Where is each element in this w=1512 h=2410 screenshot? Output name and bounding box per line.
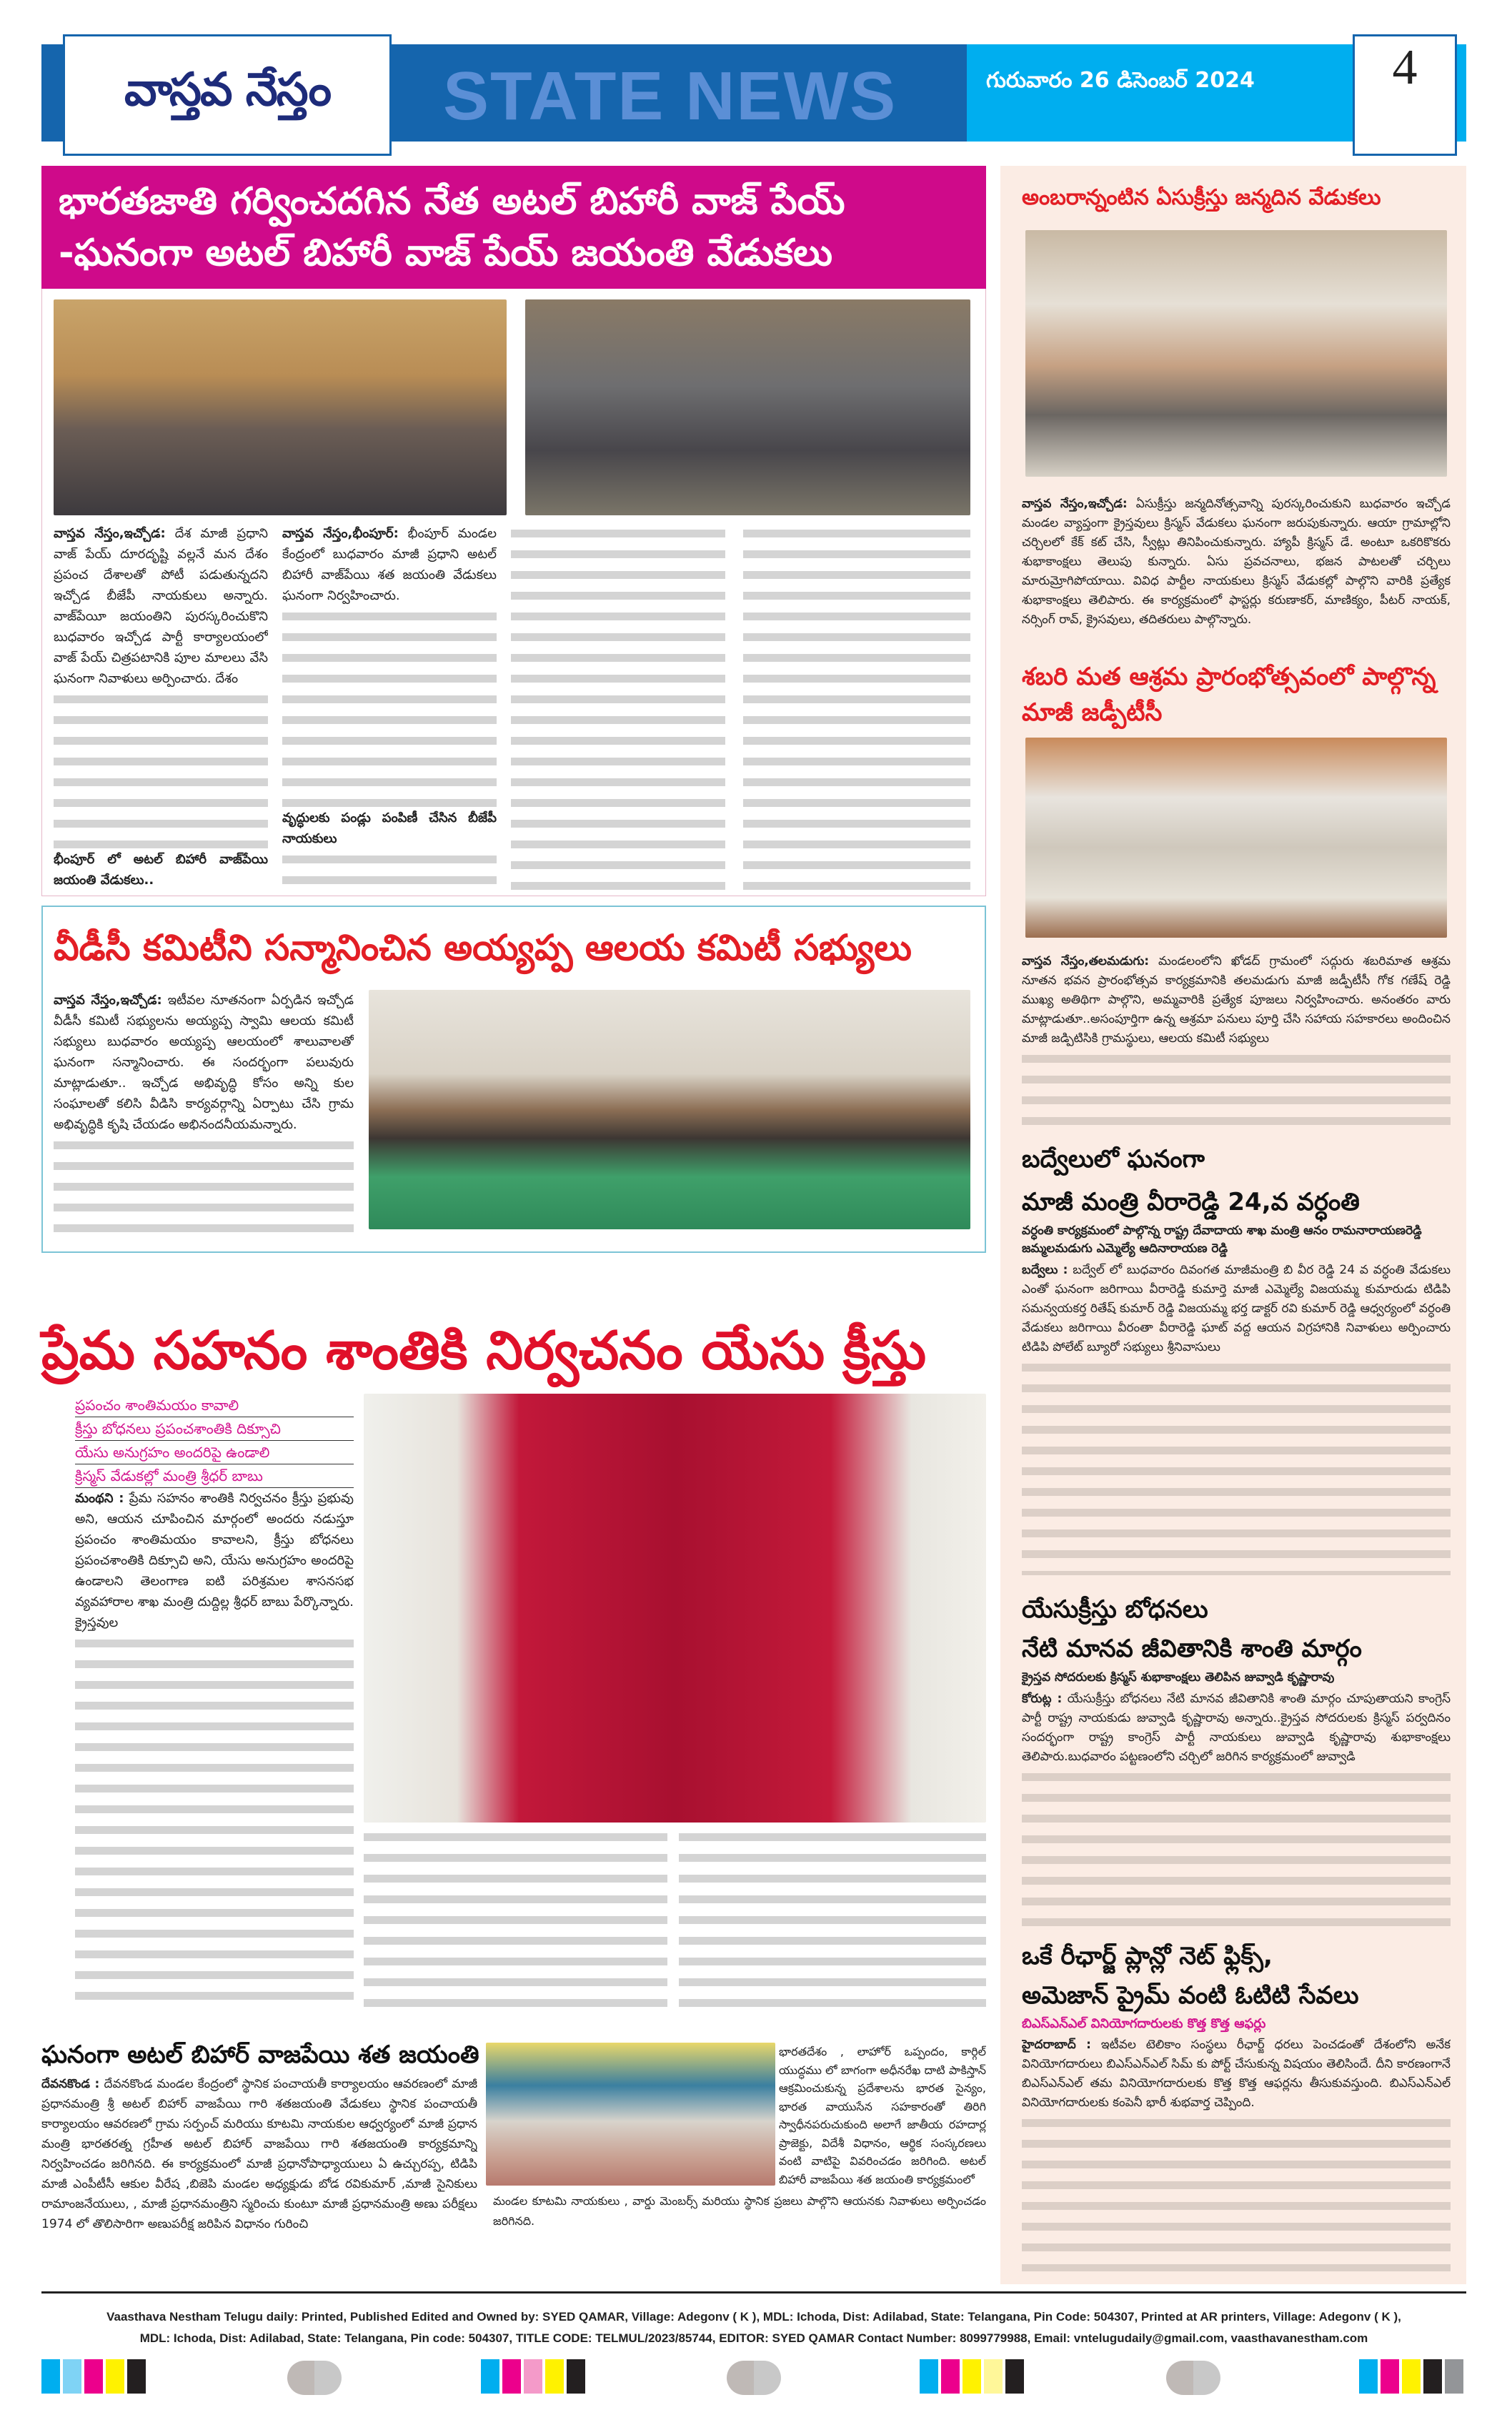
article-text: మండలంలోని ఖోడద్ గ్రామంలో సద్గురు శబరిమాత ఆశ్రమ నూతన భవన ప్రారంభోత్సవ కార్యక్రమానికి తలమడుగు మాజీ జడ్పీటీసీ గోక గణేష్ రెడ్డి ముఖ్య అతిథిగా పాల్గొని, అమ్మవారికి ప్రత్యేక పూజలు నిర్వహించారు. అనంతరం వారు మాట్లాడుతూ..అసంపూర్తిగా ఉన్న ఆశ్రమా పనులు పూర్తి చేసి సహాయ సహకారలు అందించిన మాజీ జడ్పిటిసికి గ్రామస్థులు, ఆలయ కమిటీ సభ్యులు xyxy=(1022,954,1451,1046)
color-bar-group xyxy=(1359,2359,1466,2396)
atal-headline: ఘనంగా అటల్ బిహార్ వాజపేయి శత జయంతి xyxy=(41,2040,479,2069)
kicker: క్రీస్తు బోధనలు ప్రపంచశాంతికి దిక్సూచి xyxy=(75,1417,354,1441)
subheading: వృద్ధులకు పండ్లు పంపిణీ చేసిన బీజేపీ నాయకులు xyxy=(282,810,497,846)
article-text: దేవనకొండ మండల కేంద్రంలో స్థానిక పంచాయతీ కార్యాలయం ఆవరణంలో మాజీ ప్రధానమంత్రి శ్రీ అటల్ బిహార్ వాజపేయి గారి శతజయంతి వేడుకలు స్థానిక పంచాయతీ కార్యాలయం ఆవరణలో గ్రామ సర్పంచ్ మరియు కూటమి నాయకుల ఆధ్వర్యంలో మాజీ ప్రధాన మంత్రి భారతరత్న గ్రహీత అటల్ బిహార్ వాజపేయి గారి శతజయంతి కార్యక్రమాన్ని నిర్వహించడం జరిగినది. ఈ కార్యక్రమంలో మాజీ ప్రధానోపాధ్యాయులు ఏ ఉచ్చురప్ప, టిడిపి మాజీ ఎంపీటీసీ ఆకుల వీరేష ,బిజెపి మండల అధ్యక్షుడు బోడ రవికుమార్ ,మాజీ సైనికులు రామాంజనేయులు, , మాజీ ప్రధానమంత్రిని స్మరించు కుంటూ మాజీ ప్రధానమంత్రి అణు పరీక్షలు 1974 లో తొలిసారిగా అణుపరీక్ష జరిపిన విధానం గురించి xyxy=(41,2077,477,2231)
article-text: భీంపూర్ మండల కేంద్రంలో బుధవారం మాజీ ప్రధాని అటల్ బిహారీ వాజ్‌పేయి శత జయంతి వేడుకలు ఘనంగా నిర్వహించారు. xyxy=(282,526,497,603)
text-continuation xyxy=(54,1135,354,1236)
sabari-article-text xyxy=(1022,952,1451,1131)
lead-column-1 xyxy=(54,523,268,891)
registration-mark xyxy=(287,2361,342,2395)
dateline: వాస్తవ నేస్తం,ఇచ్చోడ: xyxy=(1022,497,1128,511)
article-text: యేసుక్రీస్తు బోధనలు నేటి మానవ జీవితానికి శాంతి మార్గం చూపుతాయని కాంగ్రెస్ పార్టీ రాష్ట్ర నాయకుడు జువ్వాడి కృష్ణారావు అన్నారు..క్రైస్తవ సోదరులకు క్రిస్మస్ పర్వదినం సందర్భంగా రాష్ట్ర కాంగ్రెస్ పార్టీ నాయకులు జువ్వాడి కృష్ణారావు శుభాకాంక్షలు తెలిపారు.బుధవారం పట్టణంలోని చర్చిలో జరిగిన కార్యక్రమంలో జువ్వాడి xyxy=(1022,1692,1451,1764)
photo-bhimpur-event xyxy=(525,299,970,515)
prema-article-text xyxy=(75,1394,354,2013)
right-column-panel xyxy=(1000,166,1466,2284)
text-continuation xyxy=(1022,1048,1451,1131)
dateline: వాస్తవ నేస్తం,భీంపూర్: xyxy=(282,526,399,541)
yesu-subheading: క్రైస్తవ సోదరులకు క్రిస్మస్ శుభాకాంక్షలు తెలిపిన జువ్వాడి కృష్ణారావు xyxy=(1022,1670,1335,1685)
lead-headline-line-2: -ఘనంగా అటల్ బిహారీ వాజ్ పేయ్ జయంతి వేడుకలు xyxy=(59,232,832,274)
atal-article-bottom xyxy=(493,2191,986,2234)
lead-headline-box xyxy=(41,166,986,289)
dateline: మంథని : xyxy=(75,1491,124,1506)
sabari-headline: శబరి మత ఆశ్రమ ప్రారంభోత్సవంలో పాల్గొన్న మాజీ జడ్పీటీసీ xyxy=(1022,663,1436,727)
registration-mark xyxy=(727,2361,781,2395)
registration-mark xyxy=(1166,2361,1220,2395)
text-continuation xyxy=(743,523,970,891)
kicker: క్రిస్మస్ వేడుకల్లో మంత్రి శ్రీధర్ బాబు xyxy=(75,1464,354,1488)
page-number: 4 xyxy=(1353,34,1457,156)
newspaper-logo: వాస్తవ నేస్తం xyxy=(63,34,392,156)
dateline: వాస్తవ నేస్తం,తలమడుగు: xyxy=(1022,954,1150,968)
yesu-headline-2: నేటి మానవ జీవితానికి శాంతి మార్గం xyxy=(1022,1635,1362,1663)
text-continuation xyxy=(282,849,497,891)
veerareddy-article-text xyxy=(1022,1261,1451,1575)
text-continuation xyxy=(1022,1357,1451,1575)
dateline: వాస్తవ నేస్తం,ఇచ్చోడ: xyxy=(54,993,162,1008)
text-continuation xyxy=(679,1827,986,2013)
imprint-line-2: MDL: Ichoda, Dist: Adilabad, State: Telangana, Pin code: 504307, TITLE CODE: TELMUL/2023/85744, EDITOR: SYED QAMAR Contact Number: 8099779988, Email: vntelugudaily@gmail.com, vaasthavanestham.com xyxy=(139,2331,1368,2345)
section-title: STATE NEWS xyxy=(443,58,897,134)
imprint-line-1: Vaasthava Nestham Telugu daily: Printed, Published Edited and Owned by: SYED QAMAR, Village: Adegonv ( K ), MDL: Ichoda, Dist: Adilabad, State: Telangana, Pin Code: 504307, Printed at AR printers, Village: Adegonv ( K ), xyxy=(106,2310,1401,2324)
atal-article-right xyxy=(779,2043,986,2189)
article-text: ఇటీవల నూతనంగా ఏర్పడిన ఇచ్చోడ వీడీసీ కమిటీ సభ్యులను అయ్యప్ప స్వామి ఆలయ కమిటీ సభ్యులు బుధవారం అయ్యప్ప ఆలయంలో శాలువాలతో ఘనంగా సన్మానించారు. ఈ సందర్భంగా పలువురు మాట్లాడుతూ.. ఇచ్చోడ అభివృద్ధి కోసం అన్ని కుల సంఘాలతో కలిసి వీడిసి కార్యవర్గాన్ని ఏర్పాటు చేసి గ్రామ అభివృద్ధికి కృషి చేయడం అభినందనీయమన్నారు. xyxy=(54,993,354,1132)
yesu-headline-1: యేసుక్రీస్తు బోధనలు xyxy=(1022,1595,1208,1624)
vdc-article-text xyxy=(54,990,354,1236)
photo-vdc-felicitation xyxy=(369,990,970,1229)
subheading: భీంపూర్ లో అటల్ బిహారీ వాజ్‌పేయి జయంతి వేడుకలు.. xyxy=(54,852,268,888)
text-continuation xyxy=(1022,1767,1451,1933)
prema-column-2 xyxy=(364,1827,667,2013)
photo-sabari-ashram xyxy=(1025,738,1447,938)
lead-column-2 xyxy=(282,523,497,891)
christmas-headline: అంబరాన్నంటిన ఏసుక్రీస్తు జన్మదిన వేడుకలు xyxy=(1022,185,1381,210)
dateline: కోరుట్ల : xyxy=(1022,1692,1063,1706)
dateline: హైదరాబాద్ : xyxy=(1022,2038,1091,2052)
veerareddy-headline-1: బద్వేలులో ఘనంగా xyxy=(1022,1145,1205,1174)
article-text: బద్వేల్ లో బుధవారం దివంగత మాజీమంత్రి బి వీర రెడ్డి 24 వ వర్ధంతి వేడుకలు ఎంతో ఘనంగా జరిగాయి వీరారెడ్డి కుమార్తె మాజీ ఎమ్మెల్యే విజయమ్మ కుమారుడు టిడిపి సమన్వయకర్త రితేష్ కుమార్ రెడ్డి విజయమ్మ భర్త డాక్టర్ రవి కుమార్ రెడ్డి ఆధ్వర్యంలో వర్ధంతి వేడుకలు జరిగాయి వీరంతా వీరారెడ్డి ఘాట్ వద్ద ఆయన విగ్రహానికి నివాళులు అర్పించారు టిడిపి పోలేట్ బ్యూరో సభ్యులు శ్రీనివాసులు xyxy=(1022,1263,1451,1354)
dateline: దేవనకొండ : xyxy=(41,2077,100,2091)
text-continuation xyxy=(511,523,725,891)
photo-christmas-minister-sridhar-babu xyxy=(364,1394,986,1823)
footer-rule xyxy=(41,2291,1466,2294)
prema-headline: ప్రేమ సహనం శాంతికి నిర్వచనం యేసు క్రీస్తు xyxy=(41,1320,927,1382)
print-color-bars xyxy=(41,2360,1466,2396)
dateline: వాస్తవ నేస్తం,ఇచ్చోడ: xyxy=(54,526,166,541)
kicker: ప్రపంచం శాంతిమయం కావాలి xyxy=(75,1394,354,1417)
prema-column-3 xyxy=(679,1827,986,2013)
vdc-headline: వీడీసీ కమిటీని సన్మానించిన అయ్యప్ప ఆలయ కమిటీ సభ్యులు xyxy=(54,927,912,968)
article-text: దేశ మాజీ ప్రధాని వాజ్ పేయ్ దూరదృష్టి వల్లనే మన దేశం ప్రపంచ దేశాలతో పోటీ పడుతున్నదని ఇచ్చోడ బీజేపీ నాయకులు అన్నారు. వాజ్‌పేయీ జయంతిని పురస్కరించుకొని బుధవారం ఇచ్చోడ పార్టీ కార్యాలయంలో వాజ్ పేయ్ చిత్రపటానికి పూల మాలలు వేసి ఘనంగా నివాళులు అర్పించారు. దేశం xyxy=(54,526,268,686)
text-continuation xyxy=(75,1633,354,2013)
article-text: ఇటీవల టెలికాం సంస్థలు రీఛార్జ్ ధరలు పెంచడంతో దేశంలోని అనేక వినియోగదారులు బిఎస్ఎన్ఎల్ సిమ్ కు పోర్ట్ చేసుకున్న విషయం తెలిసిందే. దీని కారణంగానే బిఎస్ఎన్ఎల్ తమ వినియోగదారులకు కొత్త కొత్త ఆఫర్లను తీసుకువస్తుంది. బిఎస్ఎన్ఎల్ వినియోగదారులకు కంపెనీ భారీ శుభవార్త చెప్పింది. xyxy=(1022,2038,1451,2110)
text-continuation xyxy=(54,689,268,849)
atal-article-text xyxy=(41,2074,477,2274)
photo-bjp-leaders-ichoda xyxy=(54,299,507,515)
article-text: భారతదేశం , లాహోర్ ఒప్పందం, కార్గిల్ యుద్ధము లో బాగంగా అధీనరేఖ దాటి పాకిస్తాన్ ఆక్రమించుకున్న ప్రదేశాలను భారత సైన్యం, భారత వాయుసేన సహకారంతో తిరిగి స్వాధీనపరుచుకుంది అలాగే జాతీయ రహదార్ల ప్రాజెక్టు, విదేశీ విధానం, ఆర్థిక సంస్కరణలు వంటి వాటిపై వివరించడం జరిగింది. అటల్ బిహారీ వాజపేయి శత జయంతి కార్యక్రమంలో xyxy=(779,2045,986,2186)
yesu-article-text xyxy=(1022,1690,1451,1933)
veerareddy-headline-2: మాజీ మంత్రి వీరారెడ్డి 24,వ వర్ధంతి xyxy=(1022,1188,1360,1216)
issue-date: గురువారం 26 డిసెంబర్ 2024 xyxy=(986,68,1255,93)
photo-christmas-celebration xyxy=(1025,230,1447,477)
text-continuation xyxy=(1022,2113,1451,2271)
article-text: ఏసుక్రీస్తు జన్మదినోత్సవాన్ని పురస్కరించుకుని బుధవారం ఇచ్చోడ మండల వ్యాప్తంగా క్రైస్తవులు క్రిస్మస్ వేడుకలు ఘనంగా జరుపుకున్నారు. ఆయా గ్రామాల్లోని చర్చిలలో కేక్ కట్ చేసి, స్వీట్లు తినిపించుకున్నారు. హ్యాపీ క్రిస్మస్ డే. అంటూ ఒకరికొకరు శుభాకాంక్షలు తెలుపు కున్నారు. ఏసు ప్రవచనాలు, భజన పాటలతో చర్చిలు మారుమ్రోగిపోయాయి. వివిధ పార్టీల నాయకులు క్రిస్మస్ వేడుకల్లో పాల్గొని వారికి ప్రత్యేక శుభాకాంక్షలు తెలిపారు. ఈ కార్యక్రమంలో ఫాస్టర్లు కరుణాకర్, మాణిక్యం, పీటర్ నాయక్, నర్సింగ్ రావ్, క్రైసవులు, తదితరులు పాల్గొన్నారు. xyxy=(1022,497,1451,627)
text-continuation xyxy=(282,606,497,808)
ott-subheading: బిఎస్ఎన్ఎల్ వినియోగదారులకు కొత్త కొత్త ఆఫర్లు xyxy=(1022,2016,1266,2031)
lead-column-4 xyxy=(743,523,970,891)
text-continuation xyxy=(364,1827,667,2013)
ott-headline-1: ఒకే రీఛార్జ్ ప్లాన్లో నెట్ ఫ్లిక్స్, xyxy=(1022,1942,1273,1970)
color-bar-group xyxy=(41,2359,149,2396)
color-bar-group xyxy=(920,2359,1027,2396)
veerareddy-subheading: వర్ధంతి కార్యక్రమంలో పాల్గొన్న రాష్ట్ర దేవాదాయ శాఖ మంత్రి ఆనం రామనారాయణరెడ్డి జమ్మలమడుగు ఎమ్మెల్యే ఆదినారాయణ రెడ్డి xyxy=(1022,1224,1422,1256)
lead-headline-line-1: భారతజాతి గర్వించదగిన నేత అటల్ బిహారీ వాజ్ పేయ్ xyxy=(59,180,845,223)
lead-column-3 xyxy=(511,523,725,891)
article-text: ప్రేమ సహనం శాంతికి నిర్వచనం క్రీస్తు ప్రభువు అని, ఆయన చూపించిన మార్గంలో అందరు నడుస్తూ ప్రపంచం శాంతిమయం కావాలని, క్రీస్తు బోధనలు ప్రపంచశాంతికి దిక్సూచి అని, యేసు అనుగ్రహం అందరిపై ఉండాలని తెలంగాణ ఐటి పరిశ్రమల శాసనసభ వ్యవహారాల శాఖ మంత్రి దుద్దిల్ల శ్రీధర్ బాబు పేర్కొన్నారు. క్రైస్తవుల xyxy=(75,1491,354,1630)
dateline: బద్వేలు : xyxy=(1022,1263,1068,1277)
ott-article-text xyxy=(1022,2035,1451,2271)
kicker: యేసు అనుగ్రహం అందరిపై ఉండాలి xyxy=(75,1441,354,1464)
article-text: మండల కూటమి నాయకులు , వార్డు మెంబర్స్ మరియు స్థానిక ప్రజలు పాల్గొని ఆయనకు నివాళులు అర్పించడం జరిగినది. xyxy=(493,2194,986,2228)
color-bar-group xyxy=(481,2359,588,2396)
photo-devanakonda-tribute xyxy=(486,2043,775,2186)
ott-headline-2: అమెజాన్ ప్రైమ్ వంటి ఓటిటి సేవలు xyxy=(1022,1981,1359,2010)
christmas-article-text xyxy=(1022,495,1451,663)
